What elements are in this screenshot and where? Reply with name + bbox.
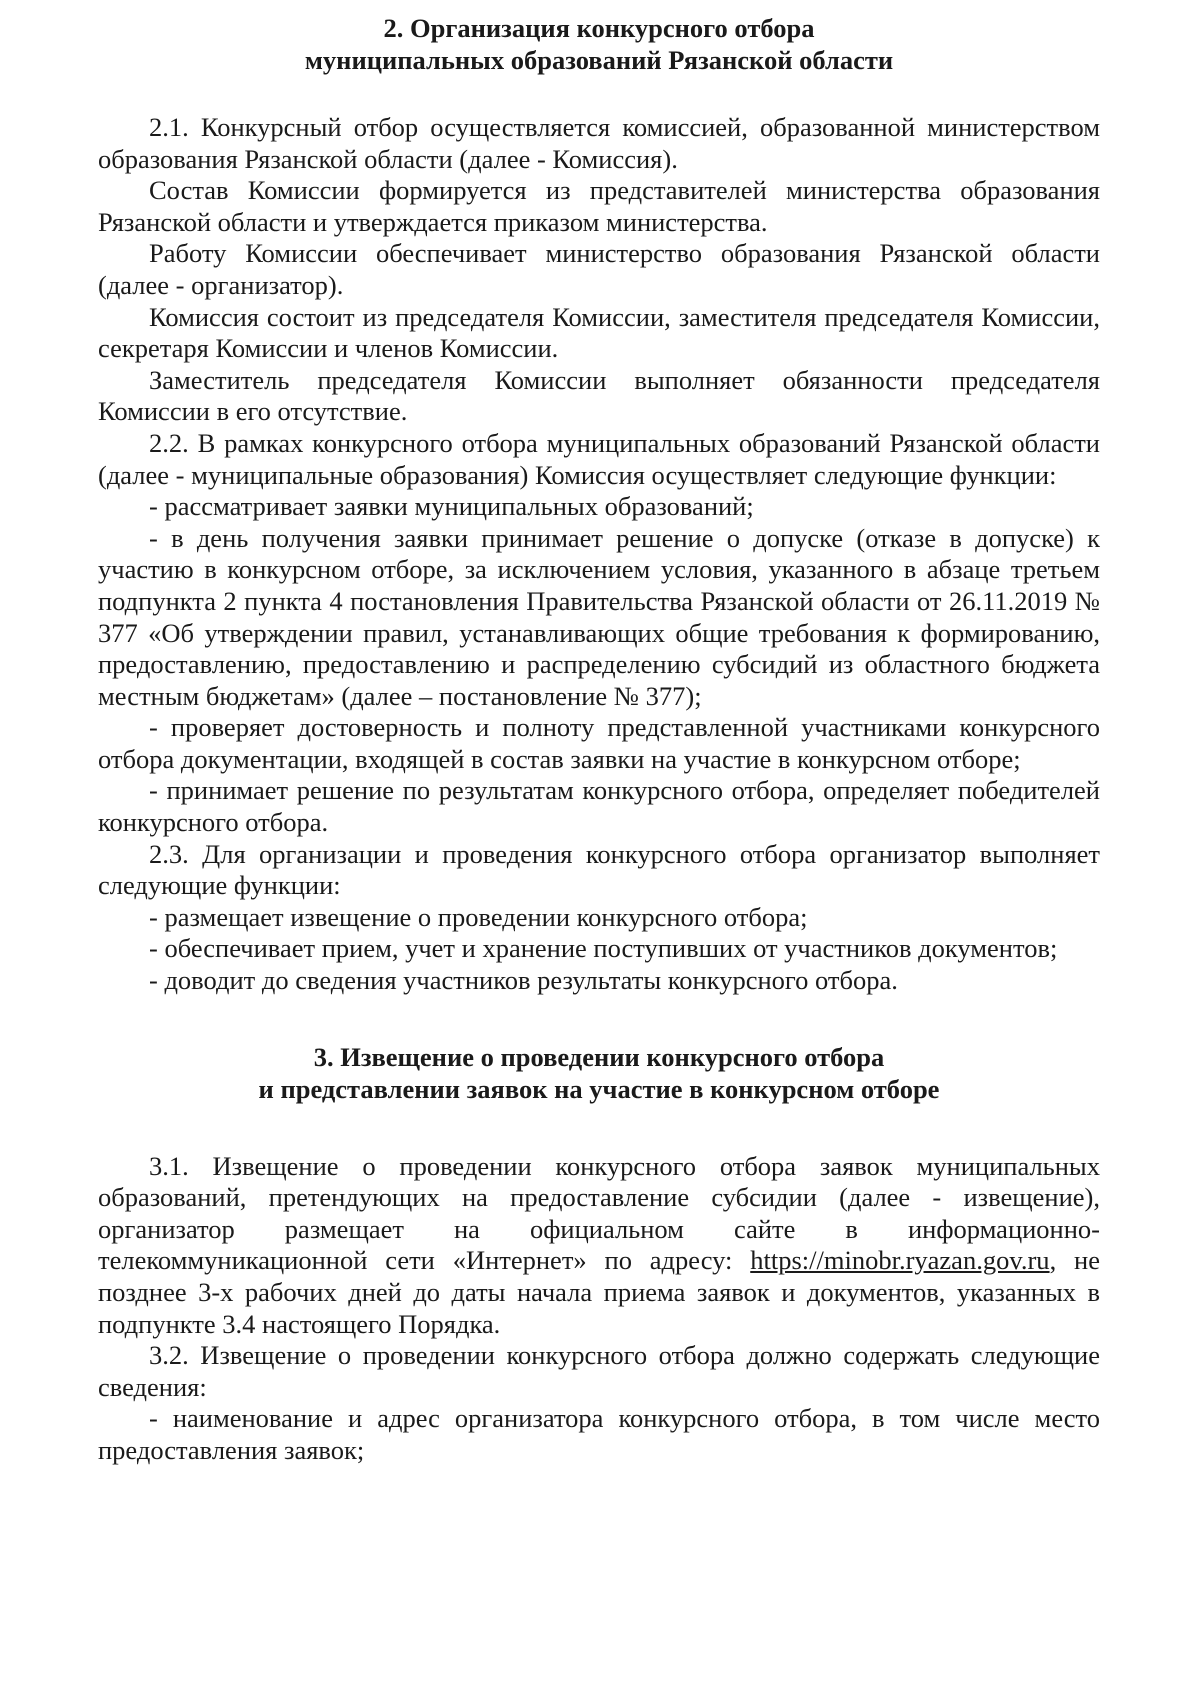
paragraph-3-1-text-start: 3.1. Извещение о проведении конкурсного отбора заявок муниципальных образований, претендующих на предоставление субсидии (далее - извещение), организатор размещает на официальном сайте в информационно-телекоммуникационной сети «Интернет» по адресу: bbox=[98, 1150, 1100, 1276]
list-item-organizer-name-address: - наименование и адрес организатора конкурсного отбора, в том числе место предоставления заявок; bbox=[98, 1403, 1100, 1465]
paragraph-3-1-text-end: , не позднее 3-х рабочих дней до даты начала приема заявок и документов, указанных в подпункте 3.4 настоящего Порядка. bbox=[98, 1245, 1100, 1339]
list-item-admission-decision: - в день получения заявки принимает решение о допуске (отказе в допуске) к участию в конкурсном отборе, за исключением условия, указанного в абзаце третьем подпункта 2 пункта 4 постановления Правительства Рязанской области от 26.11.2019 № 377 «Об утверждении правил, устанавливающих общие требования к формированию, предоставлению, предоставлению и распределению субсидий из областного бюджета местным бюджетам» (далее – постановление № 377); bbox=[98, 522, 1100, 711]
paragraph-commission-members: Комиссия состоит из председателя Комиссии, заместителя председателя Комиссии, секретаря Комиссии и членов Комиссии. bbox=[98, 301, 1100, 364]
paragraph-2-3: 2.3. Для организации и проведения конкурсного отбора организатор выполняет следующие функции: bbox=[98, 838, 1100, 901]
list-item-publish-notice: - размещает извещение о проведении конкурсного отбора; bbox=[149, 901, 808, 932]
paragraph-deputy-chairman: Заместитель председателя Комиссии выполняет обязанности председателя Комиссии в его отсутствие. bbox=[98, 364, 1100, 427]
section-2-heading bbox=[98, 12, 1100, 76]
paragraph-3-1 bbox=[98, 1151, 1100, 1341]
list-item-receive-documents: - обеспечивает прием, учет и хранение поступивших от участников документов; bbox=[149, 933, 1058, 964]
paragraph-2-1: 2.1. Конкурсный отбор осуществляется комиссией, образованной министерством образования Рязанской области (далее - Комиссия). bbox=[98, 112, 1100, 174]
section-3-heading bbox=[98, 1041, 1100, 1105]
section-3-title-line-1: 3. Извещение о проведении конкурсного отбора bbox=[313, 1041, 885, 1072]
section-3-title-line-2: и представлении заявок на участие в конкурсном отборе bbox=[258, 1073, 940, 1104]
list-item-inform-participants: - доводит до сведения участников результаты конкурсного отбора. bbox=[149, 965, 898, 996]
paragraph-2-2: 2.2. В рамках конкурсного отбора муниципальных образований Рязанской области (далее - муниципальные образования) Комиссия осуществляет следующие функции: bbox=[98, 427, 1100, 490]
paragraph-commission-work: Работу Комиссии обеспечивает министерство образования Рязанской области (далее - организатор). bbox=[98, 238, 1100, 300]
paragraph-3-2: 3.2. Извещение о проведении конкурсного отбора должно содержать следующие сведения: bbox=[98, 1340, 1100, 1402]
section-2-title-line-1: 2. Организация конкурсного отбора bbox=[383, 13, 815, 43]
section-2-title-line-2: муниципальных образований Рязанской области bbox=[304, 45, 894, 75]
list-item-verify-documents: - проверяет достоверность и полноту представленной участниками конкурсного отбора документации, входящей в состав заявки на участие в конкурсном отборе; bbox=[98, 712, 1100, 774]
list-item-decide-results: - принимает решение по результатам конкурсного отбора, определяет победителей конкурсного отбора. bbox=[98, 775, 1100, 838]
list-item-review-applications: - рассматривает заявки муниципальных образований; bbox=[149, 491, 754, 522]
paragraph-commission-composition: Состав Комиссии формируется из представителей министерства образования Рязанской области и утверждается приказом министерства. bbox=[98, 175, 1100, 237]
ministry-website-link[interactable]: https://minobr.ryazan.gov.ru bbox=[750, 1245, 1050, 1276]
